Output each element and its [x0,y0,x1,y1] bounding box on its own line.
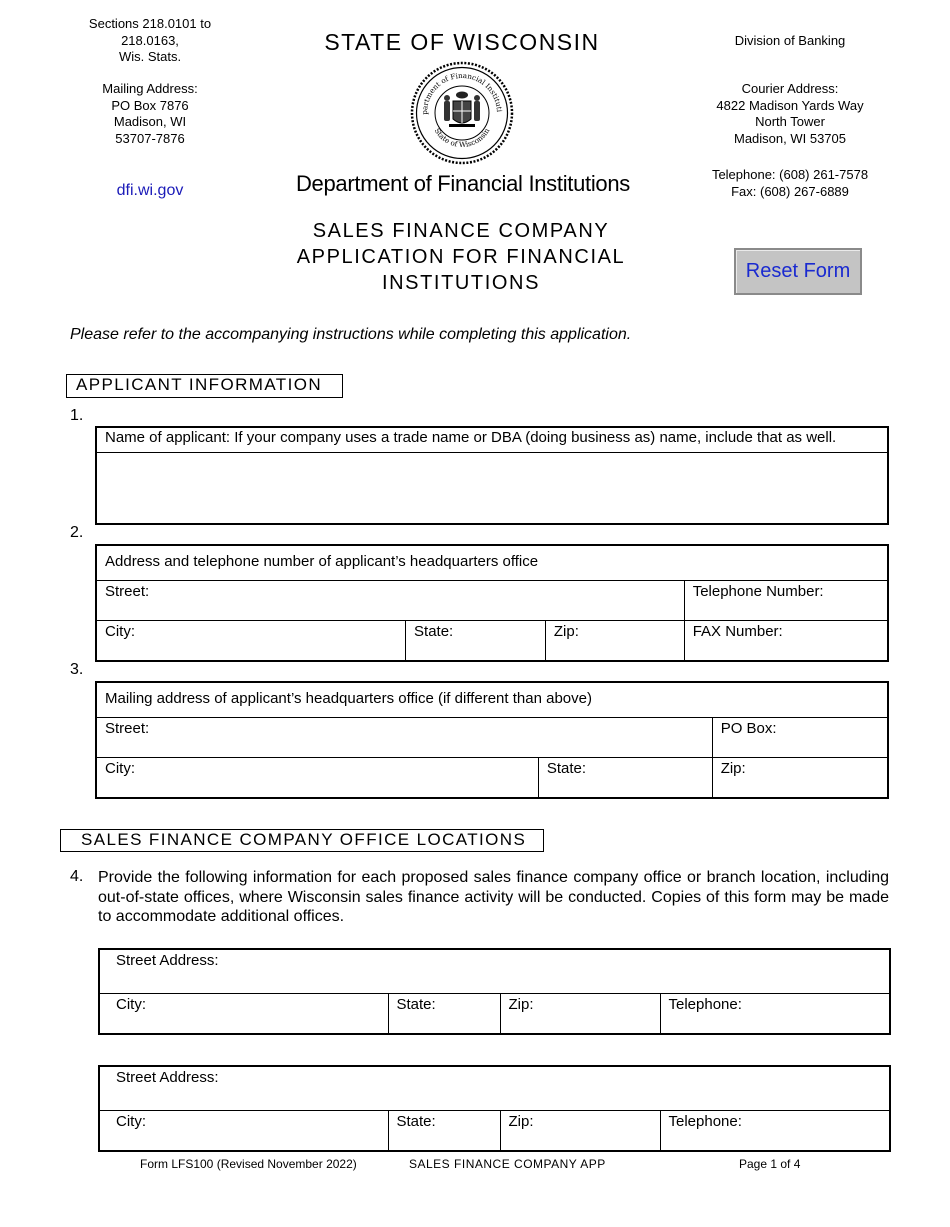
mailing-address-table [95,681,889,799]
hq-city-field[interactable] [96,620,406,661]
mailing-address-label: Mailing Address: [102,81,198,96]
office-locations-instructions: Provide the following information for each proposed sales finance company office or branch location, including out-of-state offices, where Wisconsin sales finance activity will be conducted. Copies of this form may be made to accommodate additional offices. [98,869,889,925]
state-title: STATE OF WISCONSIN [324,29,600,55]
hq-fax-field[interactable] [684,620,888,661]
office-state-label: State: [396,995,436,1013]
website-link[interactable]: dfi.wi.gov [116,182,184,199]
mailing-address [60,81,240,147]
hq-street-input[interactable] [105,600,676,616]
headquarters-address-label: Address and telephone number of applicant’s headquarters office [96,545,888,580]
office-telephone-input[interactable] [669,1130,882,1146]
hq-state-label: State: [414,622,454,640]
form-title-line: SALES FINANCE COMPANY [312,220,610,242]
office-city-label: City: [116,1112,146,1130]
contact-numbers [700,167,880,200]
mail-po-box-input[interactable] [721,737,879,753]
hq-telephone-field[interactable] [684,580,888,620]
mail-zip-input[interactable] [721,777,879,793]
courier-address [700,81,880,147]
courier-address-line: Madison, WI 53705 [733,130,846,146]
hq-city-label: City: [105,622,135,640]
footer-form-name: SALES FINANCE COMPANY APP [409,1157,606,1171]
applicant-name-input[interactable] [105,455,879,515]
reset-form-button[interactable]: Reset Form [734,248,862,295]
question-number: 2. [70,524,84,541]
office-state-input[interactable] [397,1013,492,1029]
applicant-name-table [95,426,889,525]
hq-state-field[interactable] [406,620,546,661]
statute-line: Wis. Stats. [118,49,182,64]
office-location-table [98,1065,891,1152]
mailing-address-line: PO Box 7876 [111,97,189,113]
mailing-address-question-label: Mailing address of applicant’s headquarters office (if different than above) [96,682,888,717]
courier-address-label: Courier Address: [741,81,839,96]
office-city-input[interactable] [116,1013,380,1029]
state-seal [409,61,515,165]
office-telephone-label: Telephone: [668,1112,742,1130]
office-street-input[interactable] [116,1086,881,1102]
office-street-input[interactable] [116,969,881,985]
office-zip-input[interactable] [509,1130,652,1146]
headquarters-address-table [95,544,889,662]
question-number: 4. [70,868,84,885]
applicant-name-cell [96,452,888,524]
office-zip-field[interactable] [500,993,660,1034]
mail-state-input[interactable] [547,777,704,793]
telephone-number: Telephone: (608) 261-7578 [711,167,869,182]
hq-street-field[interactable] [96,580,684,620]
division-name: Division of Banking [734,33,846,48]
form-title-line: APPLICATION FOR FINANCIAL [296,246,626,268]
office-telephone-input[interactable] [669,1013,882,1029]
mailing-address-line: Madison, WI [113,114,187,129]
statute-line: Sections 218.0101 to [88,16,212,31]
office-street-label: Street Address: [116,952,219,969]
office-zip-input[interactable] [509,1013,652,1029]
hq-telephone-input[interactable] [693,600,879,616]
office-telephone-label: Telephone: [668,995,742,1013]
hq-zip-label: Zip: [553,622,579,640]
office-zip-label: Zip: [508,995,534,1013]
department-name: Department of Financial Institutions [295,171,631,196]
footer-page-number: Page 1 of 4 [739,1157,801,1171]
statute-reference [60,16,240,66]
hq-telephone-label: Telephone Number: [692,582,824,600]
mail-city-input[interactable] [105,777,530,793]
applicant-name-label: Name of applicant: If your company uses a trade name or DBA (doing business as) name, include that as well. [96,427,888,452]
mail-zip-field[interactable] [712,757,888,798]
office-state-label: State: [396,1112,436,1130]
courier-address-line: North Tower [755,114,825,129]
office-telephone-field[interactable] [660,1110,890,1151]
footer-form-id: Form LFS100 (Revised November 2022) [140,1157,357,1171]
office-street-label: Street Address: [116,1069,219,1086]
office-city-field[interactable] [99,1110,388,1151]
question-number: 1. [70,407,84,424]
mail-city-label: City: [105,759,135,777]
question-number: 3. [70,661,84,678]
section-header-offices: SALES FINANCE COMPANY OFFICE LOCATIONS [60,829,544,852]
office-city-label: City: [116,995,146,1013]
hq-zip-field[interactable] [545,620,684,661]
form-title-line: INSTITUTIONS [381,272,541,294]
section-header-applicant: APPLICANT INFORMATION [66,374,343,398]
office-telephone-field[interactable] [660,993,890,1034]
mail-street-label: Street: [105,719,150,737]
office-state-field[interactable] [388,993,500,1034]
office-street-field[interactable] [99,949,890,993]
office-street-field[interactable] [99,1066,890,1110]
hq-zip-input[interactable] [554,640,676,656]
mail-city-field[interactable] [96,757,538,798]
office-location-table [98,948,891,1035]
courier-address-line: 4822 Madison Yards Way [716,97,864,113]
form-title [236,218,686,296]
hq-state-input[interactable] [414,640,537,656]
mail-street-field[interactable] [96,717,712,757]
office-state-input[interactable] [397,1130,492,1146]
hq-street-label: Street: [105,582,150,600]
mail-street-input[interactable] [105,737,704,753]
mailing-address-line: 53707-7876 [115,130,185,146]
office-city-field[interactable] [99,993,388,1034]
hq-fax-input[interactable] [693,640,879,656]
hq-city-input[interactable] [105,640,397,656]
seal-text-bottom: State of Wisconsin [432,126,492,150]
instructions-note: Please refer to the accompanying instructions while completing this application. [70,326,632,343]
seal-text-top: partment of Financial Instituti [419,70,504,115]
mail-zip-label: Zip: [720,759,746,777]
mail-po-box-field[interactable] [712,717,888,757]
mail-state-field[interactable] [538,757,712,798]
mail-state-label: State: [546,759,587,777]
office-zip-label: Zip: [508,1112,534,1130]
hq-fax-label: FAX Number: [692,622,783,640]
office-zip-field[interactable] [500,1110,660,1151]
office-state-field[interactable] [388,1110,500,1151]
mail-po-box-label: PO Box: [720,719,777,737]
fax-number: Fax: (608) 267-6889 [731,183,849,199]
statute-line: 218.0163, [121,32,179,48]
office-city-input[interactable] [116,1130,380,1146]
